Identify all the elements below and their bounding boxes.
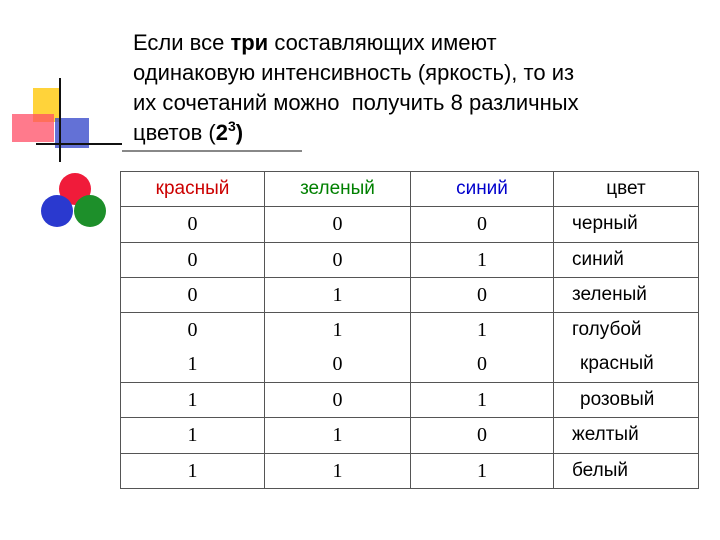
- cell-blue: 1: [411, 242, 554, 277]
- cell-color-name: желтый: [554, 418, 699, 453]
- cell-green: 1: [265, 277, 411, 312]
- table-header-row: [121, 172, 699, 207]
- cell-red: 0: [121, 242, 265, 277]
- cell-blue: 1: [411, 453, 554, 488]
- heading-line-1: [133, 28, 693, 58]
- green-circle-icon: [74, 195, 106, 227]
- cell-green: 1: [265, 453, 411, 488]
- cell-color-name: черный: [554, 207, 699, 242]
- header-green: зеленый: [265, 172, 411, 207]
- table-row-merged: [121, 313, 699, 383]
- cell-blue: 1: [411, 382, 554, 417]
- heading-line-1-end: составляющих имеют: [268, 30, 497, 55]
- heading-line-3: их сочетаний можно получить 8 различных: [133, 90, 579, 115]
- cell-green-pair: [265, 313, 411, 383]
- heading-line-2: одинаковую интенсивность (яркость), то из: [133, 60, 575, 85]
- decor-horizontal-line: [36, 143, 122, 145]
- cell-color-name: [554, 382, 699, 417]
- heading-underline: [122, 150, 302, 152]
- cell-red: 0: [121, 277, 265, 312]
- cell-blue: 0: [411, 277, 554, 312]
- cell-green: 0: [332, 353, 343, 376]
- cell-green: 1: [332, 319, 343, 342]
- cell-red: 1: [121, 453, 265, 488]
- cell-green: 0: [265, 207, 411, 242]
- decor-vertical-line: [59, 78, 61, 162]
- table-row: [121, 277, 699, 312]
- header-color: цвет: [554, 172, 699, 207]
- table-row: [121, 453, 699, 488]
- cell-blue: 0: [411, 207, 554, 242]
- table-row: [121, 382, 699, 417]
- cell-color-name: синий: [554, 242, 699, 277]
- table-row: [121, 418, 699, 453]
- cell-green: 0: [265, 382, 411, 417]
- heading-line-4: [133, 118, 693, 148]
- heading-text: [133, 28, 693, 148]
- cell-red-pair: [121, 313, 265, 383]
- cell-blue: 1: [477, 319, 487, 342]
- cell-color-name-text: розовый: [580, 389, 655, 411]
- table-row: [121, 207, 699, 242]
- heading-line-1-start: Если все: [133, 30, 231, 55]
- cell-color-name: красный: [580, 353, 654, 375]
- cell-red: 0: [121, 207, 265, 242]
- cell-red: 1: [187, 353, 198, 376]
- color-combination-table: [120, 171, 699, 489]
- cell-blue: 0: [477, 353, 487, 376]
- heading-power-exponent: 3: [228, 118, 236, 134]
- heading-line-4-end: ): [235, 120, 244, 145]
- cell-blue: 0: [411, 418, 554, 453]
- heading-power-base: 2: [215, 120, 228, 145]
- cell-green: 1: [265, 418, 411, 453]
- cell-color-name: белый: [554, 453, 699, 488]
- decor-pink-square: [12, 114, 54, 142]
- cell-red: 1: [121, 418, 265, 453]
- heading-line-1-bold: три: [230, 30, 269, 55]
- table-row: [121, 242, 699, 277]
- cell-red: 0: [187, 319, 198, 342]
- cell-green: 0: [265, 242, 411, 277]
- cell-red: 1: [121, 382, 265, 417]
- blue-circle-icon: [41, 195, 73, 227]
- cell-color-name: голубой: [572, 319, 642, 341]
- cell-blue-pair: [411, 313, 554, 383]
- heading-line-4-start: цветов (: [133, 120, 216, 145]
- header-red: красный: [121, 172, 265, 207]
- header-blue: синий: [411, 172, 554, 207]
- cell-color-name: зеленый: [554, 277, 699, 312]
- cell-color-name-pair: [554, 313, 699, 383]
